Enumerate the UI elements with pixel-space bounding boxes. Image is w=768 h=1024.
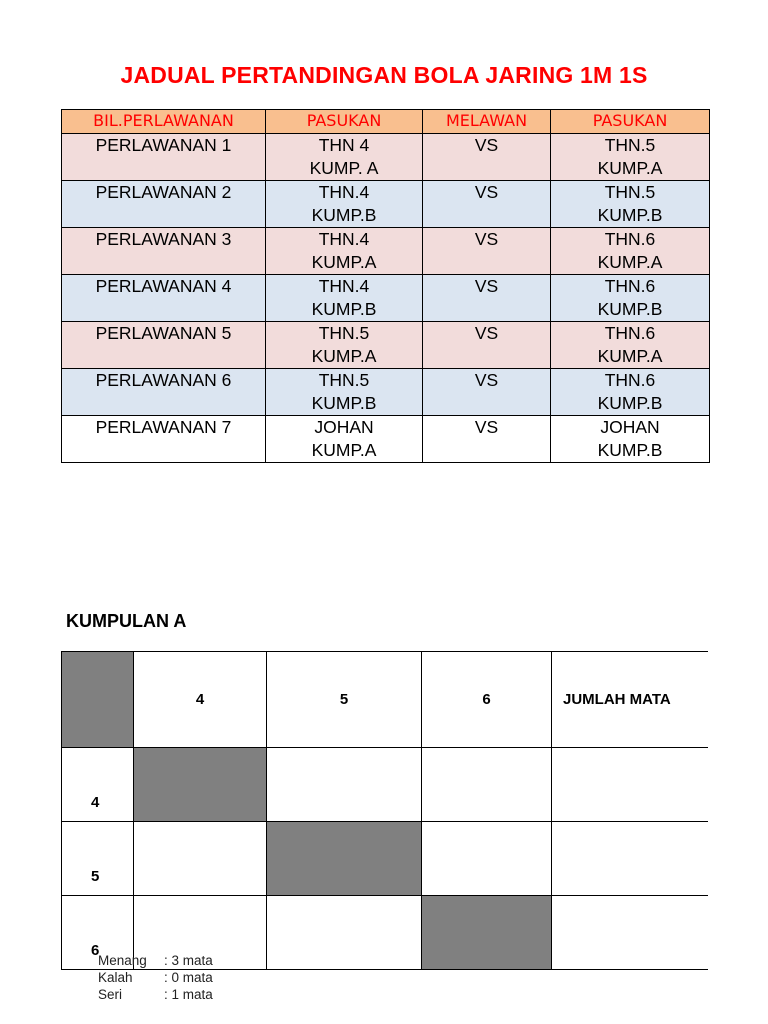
legend-value: : 3 mata: [164, 953, 213, 968]
schedule-row: [62, 181, 710, 228]
group-row-5: [62, 822, 708, 896]
cell-line-1: THN.4: [318, 229, 370, 249]
total-cell: [552, 748, 708, 822]
cell-line-1: THN.5: [604, 135, 656, 155]
row-label-5: 5: [62, 822, 134, 896]
match-cell: [62, 369, 266, 416]
team-2-cell: [551, 228, 710, 275]
cell-line-2: KUMP.A: [597, 252, 663, 272]
cell-line-1: VS: [474, 135, 499, 155]
cell-line-1: PERLAWANAN 7: [95, 417, 232, 437]
cell-line-2: KUMP.A: [311, 252, 377, 272]
legend-value: : 1 mata: [164, 987, 213, 1002]
score-cell: [134, 822, 267, 896]
cell-line-1: PERLAWANAN 2: [95, 182, 232, 202]
header-team-1: PASUKAN: [266, 110, 423, 134]
group-points-table: [61, 651, 708, 970]
team-1-cell: [266, 228, 423, 275]
cell-line-2: KUMP.A: [597, 158, 663, 178]
schedule-row: [62, 322, 710, 369]
diagonal-cell: [134, 748, 267, 822]
team-1-cell: [266, 275, 423, 322]
header-match-number: BIL.PERLAWANAN: [62, 110, 266, 134]
group-title: KUMPULAN A: [66, 611, 187, 631]
legend-label: Kalah: [98, 970, 133, 985]
col-header-5: 5: [267, 652, 422, 748]
cell-line-2: KUMP.B: [597, 299, 663, 319]
cell-line-1: VS: [474, 229, 499, 249]
cell-line-1: PERLAWANAN 4: [95, 276, 232, 296]
total-cell: [552, 822, 708, 896]
diagonal-cell: [267, 822, 422, 896]
schedule-row: [62, 416, 710, 463]
versus-cell: [423, 228, 551, 275]
col-header-total-points: JUMLAH MATA: [552, 652, 708, 748]
versus-cell: [423, 416, 551, 463]
team-1-cell: [266, 369, 423, 416]
cell-line-1: PERLAWANAN 6: [95, 370, 232, 390]
cell-line-1: VS: [474, 276, 499, 296]
team-2-cell: [551, 134, 710, 181]
group-row-4: [62, 748, 708, 822]
cell-line-1: VS: [474, 182, 499, 202]
schedule-row: [62, 228, 710, 275]
cell-line-1: THN.4: [318, 182, 370, 202]
team-1-cell: [266, 134, 423, 181]
cell-line-1: THN.5: [318, 323, 370, 343]
cell-line-1: VS: [474, 323, 499, 343]
legend-label: Menang: [98, 953, 147, 968]
match-cell: [62, 134, 266, 181]
col-header-6: 6: [422, 652, 552, 748]
cell-line-2: KUMP.B: [597, 393, 663, 413]
row-label-6: 6: [62, 896, 134, 970]
match-schedule-table: [61, 109, 710, 463]
legend-row-win: [98, 952, 213, 969]
cell-line-1: JOHAN: [314, 417, 374, 437]
cell-line-1: THN.6: [604, 323, 656, 343]
cell-line-1: VS: [474, 417, 499, 437]
team-2-cell: [551, 322, 710, 369]
group-header-row: [62, 652, 708, 748]
schedule-row: [62, 369, 710, 416]
match-cell: [62, 275, 266, 322]
cell-line-1: THN.6: [604, 370, 656, 390]
cell-line-2: KUMP.A: [311, 440, 377, 460]
cell-line-1: THN.6: [604, 229, 656, 249]
versus-cell: [423, 322, 551, 369]
score-cell: [267, 748, 422, 822]
score-cell: [267, 896, 422, 970]
match-cell: [62, 322, 266, 369]
legend-label: Seri: [98, 987, 123, 1002]
match-cell: [62, 228, 266, 275]
cell-line-2: KUMP.B: [597, 205, 663, 225]
cell-line-1: THN.4: [318, 276, 370, 296]
corner-cell: [62, 652, 134, 748]
diagonal-cell: [422, 896, 552, 970]
cell-line-1: THN.5: [604, 182, 656, 202]
cell-line-1: THN.5: [318, 370, 370, 390]
legend-value: : 0 mata: [164, 970, 213, 985]
total-cell: [552, 896, 708, 970]
team-2-cell: [551, 416, 710, 463]
legend-row-lose: [98, 969, 213, 986]
versus-cell: [423, 369, 551, 416]
match-cell: [62, 181, 266, 228]
cell-line-1: THN 4: [318, 135, 370, 155]
legend-row-draw: [98, 986, 213, 1003]
cell-line-2: KUMP.A: [597, 346, 663, 366]
cell-line-2: KUMP. A: [309, 158, 379, 178]
cell-line-1: VS: [474, 370, 499, 390]
team-2-cell: [551, 181, 710, 228]
schedule-row: [62, 134, 710, 181]
header-versus: MELAWAN: [423, 110, 551, 134]
page-title: JADUAL PERTANDINGAN BOLA JARING 1M 1S: [120, 62, 648, 88]
score-cell: [422, 748, 552, 822]
cell-line-1: JOHAN: [600, 417, 660, 437]
col-header-4: 4: [134, 652, 267, 748]
match-cell: [62, 416, 266, 463]
team-1-cell: [266, 416, 423, 463]
cell-line-2: KUMP.B: [597, 440, 663, 460]
row-label-4: 4: [62, 748, 134, 822]
cell-line-1: PERLAWANAN 3: [95, 229, 232, 249]
score-cell: [422, 822, 552, 896]
cell-line-2: KUMP.B: [311, 393, 377, 413]
team-2-cell: [551, 369, 710, 416]
header-team-2: PASUKAN: [551, 110, 710, 134]
points-legend: [98, 952, 213, 1003]
schedule-row: [62, 275, 710, 322]
cell-line-2: KUMP.B: [311, 299, 377, 319]
cell-line-1: PERLAWANAN 1: [95, 135, 232, 155]
versus-cell: [423, 134, 551, 181]
team-1-cell: [266, 322, 423, 369]
cell-line-2: KUMP.A: [311, 346, 377, 366]
versus-cell: [423, 275, 551, 322]
versus-cell: [423, 181, 551, 228]
cell-line-2: KUMP.B: [311, 205, 377, 225]
team-2-cell: [551, 275, 710, 322]
team-1-cell: [266, 181, 423, 228]
schedule-header-row: [62, 110, 710, 134]
cell-line-1: THN.6: [604, 276, 656, 296]
cell-line-1: PERLAWANAN 5: [95, 323, 232, 343]
